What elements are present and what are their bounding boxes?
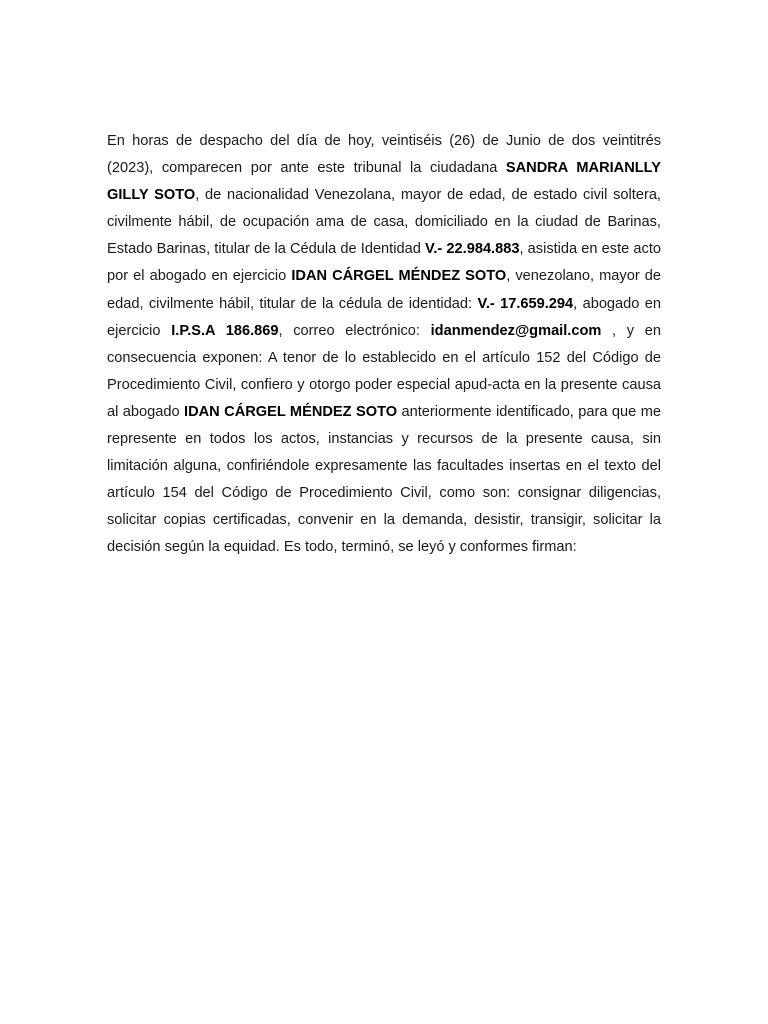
text-run: , venezolano, mayor de edad, civilmente hábil, titular de la cédula de identidad: [107, 268, 661, 312]
attorney-name: IDAN CÁRGEL MÉNDEZ SOTO [291, 268, 507, 285]
attorney-id-number: V.- 17.659.294 [477, 295, 574, 312]
attorney-email: idanmendez@gmail.com [430, 322, 602, 339]
text-run: anteriormente identificado, para que me represente en todos los actos, instancias y recursos de la presente causa, sin limitación alguna, confiriéndole expresamente las facultades insertas en el texto del artículo 154 del Código de Procedimiento Civil, como son: consignar diligencias, solicitar copias certificadas, convenir en la demanda, desistir, transigir, solicitar la decisión según la equidad. Es todo, terminó, se leyó y conformes firman: [107, 403, 661, 556]
text-run: , de nacionalidad Venezolana, mayor de edad, de estado civil soltera, civilmente hábil, de ocupación ama de casa, domiciliado en la ciudad de Barinas, Estado Barinas, titular de la Cédula de Identidad [107, 187, 661, 258]
document-body-paragraph [107, 128, 661, 562]
text-run: , correo electrónico: [278, 322, 431, 339]
text-run: , y en consecuencia exponen: A tenor de lo establecido en el artículo 152 del Código de Procedimiento Civil, confiero y otorgo poder especial apud-acta en la presente causa al abogado [107, 322, 662, 420]
attorney-name: IDAN CÁRGEL MÉNDEZ SOTO [184, 403, 398, 420]
text-run: En horas de despacho del día de hoy, veintiséis (26) de Junio de dos veintitrés (2023), comparecen por ante este tribunal la ciudadana [107, 133, 661, 177]
text-run: , asistida en este acto por el abogado en ejercicio [107, 241, 661, 285]
attorney-ipsa-number: I.P.S.A 186.869 [171, 322, 279, 339]
party-id-number: V.- 22.984.883 [424, 241, 520, 258]
party-name: SANDRA MARIANLLY GILLY SOTO [107, 160, 661, 204]
text-run: , abogado en ejercicio [107, 295, 661, 339]
